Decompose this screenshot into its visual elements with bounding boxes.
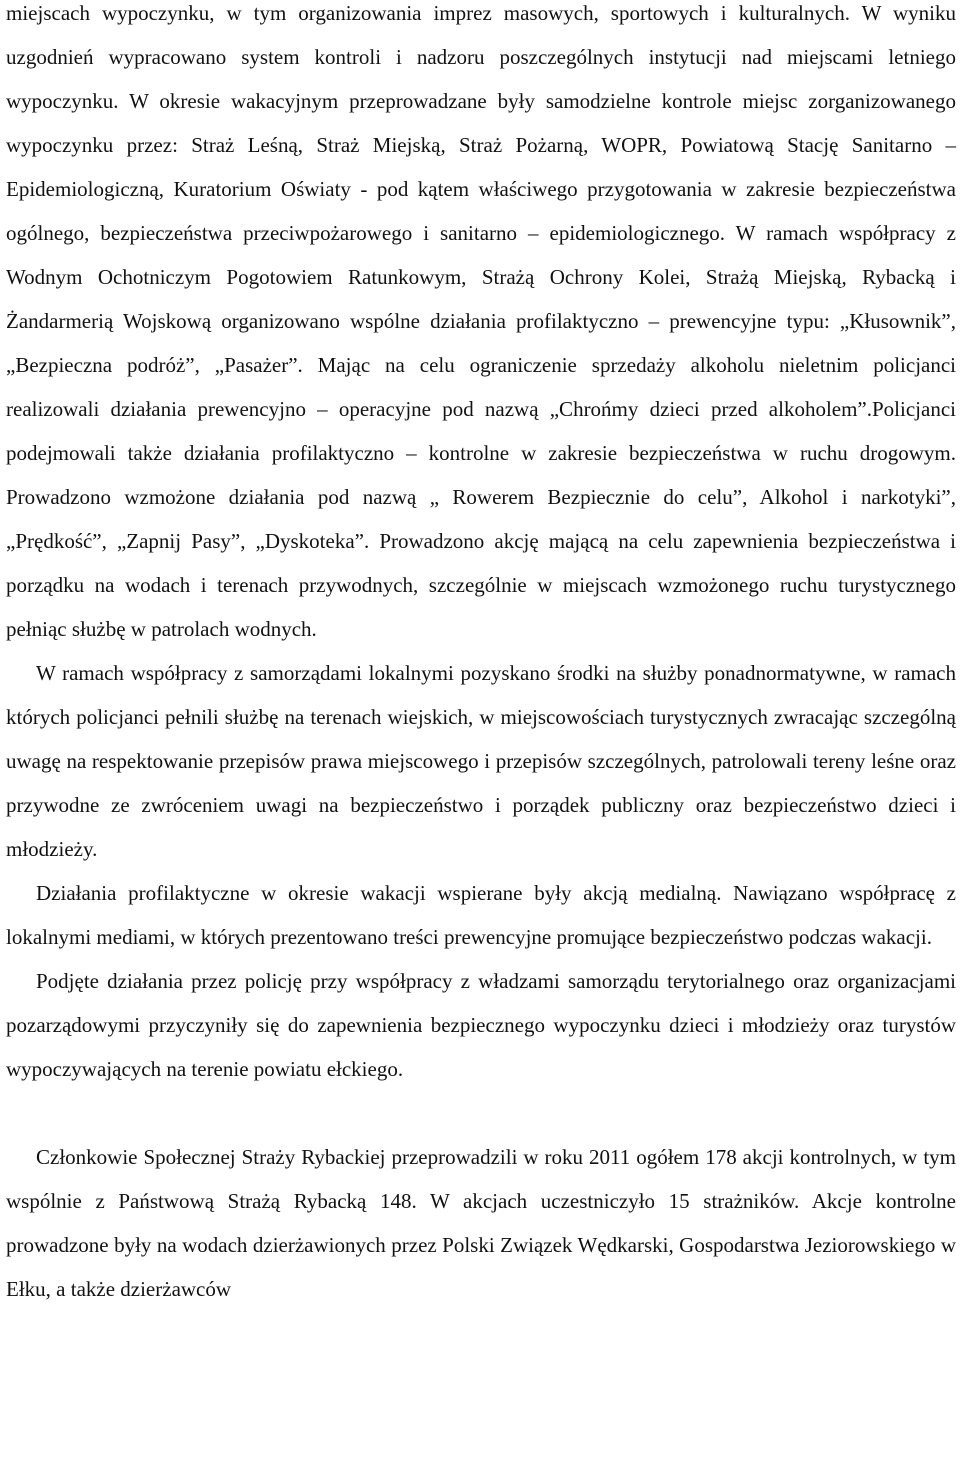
- paragraph-summer-safety-actions: miejscach wypoczynku, w tym organizowania imprez masowych, sportowych i kulturalnych. W wyniku uzgodnień wypracowano system kontroli i nadzoru poszczególnych instytucji nad miejscami letniego wypoczynku. W okresie wakacyjnym przeprowadzane były samodzielne kontrole miejsc zorganizowanego wypoczynku przez: Straż Leśną, Straż Miejską, Straż Pożarną, WOPR, Powiatową Stację Sanitarno – Epidemiologiczną, Kuratorium Oświaty - pod kątem właściwego przygotowania w zakresie bezpieczeństwa ogólnego, bezpieczeństwa przeciwpożarowego i sanitarno – epidemiologicznego. W ramach współpracy z Wodnym Ochotniczym Pogotowiem Ratunkowym, Strażą Ochrony Kolei, Strażą Miejską, Rybacką i Żandarmerią Wojskową organizowano wspólne działania profilaktyczno – prewencyjne typu: „Kłusownik”, „Bezpieczna podróż”, „Pasażer”. Mając na celu ograniczenie sprzedaży alkoholu nieletnim policjanci realizowali działania prewencyjno – operacyjne pod nazwą „Chrońmy dzieci przed alkoholem”.Policjanci podejmowali także działania profilaktyczno – kontrolne w zakresie bezpieczeństwa w ruchu drogowym. Prowadzono wzmożone działania pod nazwą „ Rowerem Bezpiecznie do celu”, Alkohol i narkotyki”, „Prędkość”, „Zapnij Pasy”, „Dyskoteka”. Prowadzono akcję mającą na celu zapewnienia bezpieczeństwa i porządku na wodach i terenach przywodnych, szczególnie w miejscach wzmożonego ruchu turystycznego pełniąc służbę w patrolach wodnych.: [6, 1, 956, 641]
- paragraph-fishing-guard: Członkowie Społecznej Straży Rybackiej przeprowadzili w roku 2011 ogółem 178 akcji kontrolnych, w tym wspólnie z Państwową Strażą Rybacką 148. W akcjach uczestniczyło 15 strażników. Akcje kontrolne prowadzone były na wodach dzierżawionych przez Polski Związek Wędkarski, Gospodarstwa Jeziorowskiego w Ełku, a także dzierżawców: [6, 1145, 956, 1301]
- paragraph-local-government-cooperation: W ramach współpracy z samorządami lokalnymi pozyskano środki na służby ponadnormatywne, w ramach których policjanci pełnili służbę na terenach wiejskich, w miejscowościach turystycznych zwracając szczególną uwagę na respektowanie przepisów prawa miejscowego i przepisów szczególnych, patrolowali tereny leśne oraz przywodne ze zwróceniem uwagi na bezpieczeństwo i porządek publiczny oraz bezpieczeństwo dzieci i młodzieży.: [6, 661, 956, 861]
- paragraph-media-campaign: Działania profilaktyczne w okresie wakacji wspierane były akcją medialną. Nawiązano współpracę z lokalnymi mediami, w których prezentowano treści prewencyjne promujące bezpieczeństwo podczas wakacji.: [6, 881, 956, 949]
- paragraph-summary: Podjęte działania przez policję przy współpracy z władzami samorządu terytorialnego oraz organizacjami pozarządowymi przyczyniły się do zapewnienia bezpiecznego wypoczynku dzieci i młodzieży oraz turystów wypoczywających na terenie powiatu ełckiego.: [6, 969, 956, 1081]
